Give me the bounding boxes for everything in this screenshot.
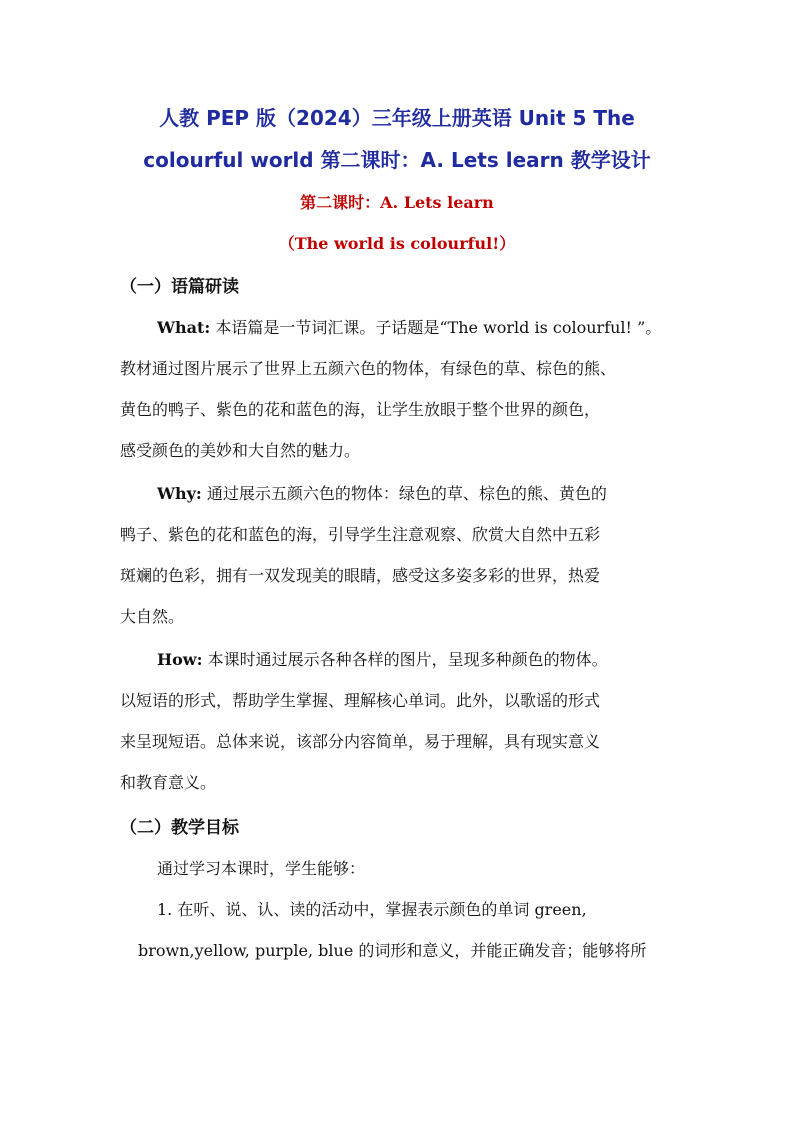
what-paragraph-line: 感受颜色的美妙和大自然的魅力。 [120,441,361,460]
what-label: What: [157,318,211,337]
why-paragraph-line: 斑斓的色彩，拥有一双发现美的眼睛，感受这多姿多彩的世界，热爱 [120,566,601,585]
how-paragraph-line: 和教育意义。 [120,773,217,792]
goal-1-line: 1. 在听、说、认、读的活动中，掌握表示颜色的单词 green, [157,900,587,919]
lesson-subtitle: 第二课时：A. Lets learn [300,193,494,212]
what-text: 本语篇是一节词汇课。子话题是“The world is colourful! ”。 [215,318,662,337]
why-label: Why: [157,484,202,503]
what-paragraph-line [157,315,680,338]
section-heading-text-study: （一）语篇研读 [120,277,239,297]
why-text: 通过展示五颜六色的物体：绿色的草、棕色的熊、黄色的 [206,484,607,503]
lesson-theme: （The world is colourful!） [278,234,516,253]
how-paragraph-line [157,647,680,670]
how-paragraph-line: 来呈现短语。总体来说，该部分内容简单，易于理解，具有现实意义 [120,732,601,751]
goal-1-line: brown,yellow, purple, blue 的词形和意义，并能正确发音；能够将所 [138,941,647,960]
why-paragraph-line: 大自然。 [120,607,185,626]
why-paragraph-line: 鸭子、紫色的花和蓝色的海，引导学生注意观察、欣赏大自然中五彩 [120,525,601,544]
what-paragraph-line: 黄色的鸭子、紫色的花和蓝色的海，让学生放眼于整个世界的颜色， [120,400,601,419]
section-heading-teaching-goals: （二）教学目标 [120,818,239,838]
how-paragraph-line: 以短语的形式，帮助学生掌握、理解核心单词。此外，以歌谣的形式 [120,691,601,710]
why-paragraph-line [157,481,680,504]
document-title-line-2: colourful world 第二课时：A. Lets learn 教学设计 [143,148,651,172]
how-label: How: [157,650,203,669]
how-text: 本课时通过展示各种各样的图片，呈现多种颜色的物体。 [207,650,608,669]
document-title-line-1: 人教 PEP 版（2024）三年级上册英语 Unit 5 The [159,106,635,130]
what-paragraph-line: 教材通过图片展示了世界上五颜六色的物体，有绿色的草、棕色的熊、 [120,359,617,378]
goals-intro: 通过学习本课时，学生能够： [157,859,366,878]
